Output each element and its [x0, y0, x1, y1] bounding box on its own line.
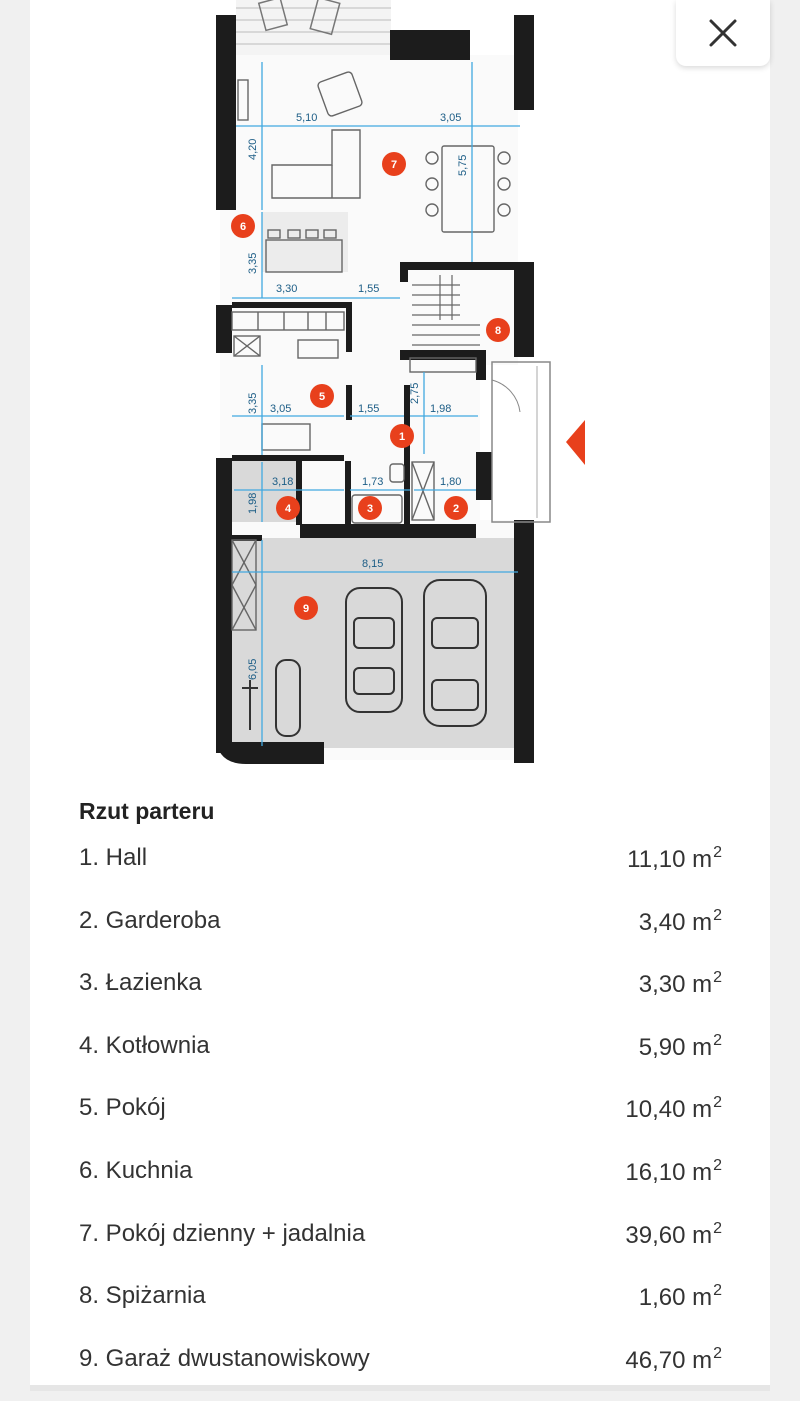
room-area: 3,40 $m^2$ [638, 906, 722, 936]
room-name: 7. Pokój dzienny + jadalnia [79, 1219, 366, 1247]
close-icon [708, 18, 738, 48]
list-item [79, 838, 722, 901]
room-area: 3,30 $m^2$ [638, 969, 722, 999]
room-name: 9. Garaż dwustanowiskowy [79, 1344, 370, 1372]
list-item [79, 1026, 722, 1089]
room-marker-number: 7 [390, 159, 398, 171]
room-name: 4. Kotłownia [79, 1031, 210, 1059]
dimension-label: 6,05 [247, 658, 259, 680]
dimension-label: 5,10 [296, 112, 318, 124]
room-area: 16,10 $m^2$ [625, 1156, 722, 1186]
room-marker-5 [310, 384, 334, 408]
room-marker-number: 1 [398, 431, 406, 443]
room-marker-9 [294, 596, 318, 620]
room-name: 6. Kuchnia [79, 1156, 193, 1184]
close-button[interactable] [676, 0, 770, 66]
dimension-label: 1,80 [440, 476, 462, 488]
dimension-label: 1,98 [430, 403, 452, 415]
room-marker-number: 4 [284, 503, 292, 515]
list-item [79, 1151, 722, 1214]
entrance-porch [492, 362, 585, 522]
bottom-scroll-edge [30, 1385, 770, 1391]
room-marker-1 [390, 424, 414, 448]
room-list [79, 838, 722, 1401]
room-name: 2. Garderoba [79, 906, 221, 934]
dimension-label: 1,73 [362, 476, 384, 488]
room-area: 11,10 $m^2$ [627, 844, 722, 873]
dimension-label: 4,20 [247, 138, 259, 160]
room-marker-number: 8 [494, 325, 502, 337]
dimension-label: 3,35 [247, 392, 259, 414]
room-area: 5,90 $m^2$ [638, 1031, 722, 1061]
room-area: 10,40 $m^2$ [625, 1094, 722, 1124]
room-area: 46,70 $m^2$ [625, 1344, 722, 1374]
dimension-label: 3,05 [270, 403, 292, 415]
room-marker-3 [358, 496, 382, 520]
room-area: 39,60 $m^2$ [625, 1219, 722, 1249]
room-marker-6 [231, 214, 255, 238]
dimension-label: 5,75 [457, 154, 469, 176]
room-name: 3. Łazienka [79, 969, 202, 997]
list-item [79, 901, 722, 964]
room-marker-number: 6 [239, 221, 247, 233]
dimension-label: 1,55 [358, 283, 380, 295]
room-name: 8. Spiżarnia [79, 1282, 206, 1310]
dimension-label: 1,98 [247, 492, 259, 514]
entrance-arrow-icon [566, 420, 585, 465]
room-marker-2 [444, 496, 468, 520]
terrace [236, 0, 391, 55]
room-area: 1,60 $m^2$ [638, 1282, 722, 1312]
room-marker-number: 5 [318, 391, 326, 403]
list-item [79, 963, 722, 1026]
room-marker-number: 2 [452, 503, 460, 515]
list-item [79, 1214, 722, 1277]
dimension-label: 2,75 [409, 382, 421, 404]
dimension-label: 3,18 [272, 476, 294, 488]
room-marker-number: 3 [366, 503, 374, 515]
room-marker-4 [276, 496, 300, 520]
room-name: 5. Pokój [79, 1094, 166, 1122]
dimension-label: 3,35 [247, 252, 259, 274]
dimension-label: 3,30 [276, 283, 298, 295]
dimension-label: 8,15 [362, 558, 384, 570]
list-item [79, 1276, 722, 1339]
dimension-label: 3,05 [440, 112, 462, 124]
room-name: 1. Hall [79, 844, 148, 871]
room-marker-7 [382, 152, 406, 176]
dimension-label: 1,55 [358, 403, 380, 415]
room-marker-8 [486, 318, 510, 342]
section-title: Rzut parteru [79, 798, 215, 824]
room-marker-number: 9 [302, 603, 310, 615]
list-item [79, 1088, 722, 1151]
list-item [79, 1339, 722, 1401]
